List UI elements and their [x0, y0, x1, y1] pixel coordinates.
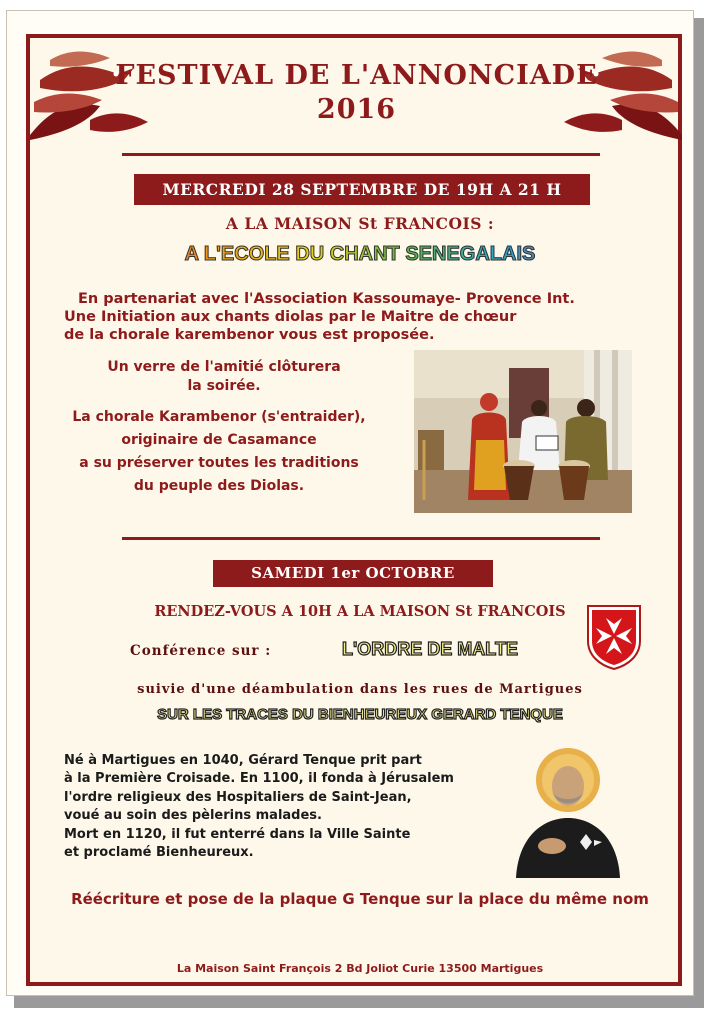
gerard-tenque-portrait: [512, 742, 624, 878]
event2-date-banner: SAMEDI 1er OCTOBRE: [213, 560, 493, 587]
bio-line: Né à Martigues en 1040, Gérard Tenque prit part: [64, 753, 422, 768]
bio-line: voué au soin des pèlerins malades.: [64, 808, 322, 824]
choir-line: du peuple des Diolas.: [133, 478, 305, 494]
event1-intro: [64, 290, 654, 344]
bio-line: Mort en 1120, il fut enterré dans la Ville Sainte: [64, 826, 411, 842]
choir-text: [44, 406, 394, 498]
choir-photo: [414, 350, 632, 513]
footer-address: La Maison Saint François 2 Bd Joliot Curie 13500 Martigues: [176, 962, 544, 975]
event1-headline: A L'ECOLE DU CHANT SENEGALAIS: [110, 243, 610, 266]
intro-line: Une Initiation aux chants diolas par le Maitre de chœur: [64, 309, 517, 325]
walk-topic: SUR LES TRACES DU BIENHEUREUX GERARD TENQUE: [157, 706, 563, 723]
plaque-text: Réécriture et pose de la plaque G Tenque sur la place du même nom: [71, 890, 649, 908]
bio-line: à la Première Croisade. En 1100, il fonda à Jérusalem: [64, 771, 454, 787]
bio-line: l'ordre religieux des Hospitaliers de Saint-Jean,: [64, 789, 412, 805]
intro-line: En partenariat avec l'Association Kassoumaye- Provence Int.: [78, 291, 575, 307]
maltese-cross-icon: [585, 603, 643, 671]
choir-line: originaire de Casamance: [121, 432, 317, 448]
choir-line: a su préserver toutes les traditions: [79, 455, 359, 471]
divider-top: [122, 153, 600, 156]
festival-year: 2016: [316, 94, 397, 125]
bio-line: et proclamé Bienheureux.: [64, 845, 254, 861]
walk-text: suivie d'une déambulation dans les rues de Martigues: [137, 682, 583, 697]
aperitif-line: la soirée.: [187, 378, 261, 394]
festival-title: FESTIVAL DE L'ANNONCIADE: [115, 60, 598, 91]
event1-venue: A LA MAISON St FRANCOIS :: [225, 214, 495, 233]
choir-line: La chorale Karambenor (s'entraider),: [72, 409, 366, 425]
divider-middle: [122, 537, 600, 540]
tenque-biography: [64, 752, 504, 862]
intro-line: de la chorale karembenor vous est proposée.: [64, 327, 435, 343]
conference-topic: L'ORDRE DE MALTE: [342, 639, 518, 659]
aperitif-text: [64, 358, 384, 396]
meeting-text: RENDEZ-VOUS A 10H A LA MAISON St FRANCOIS: [154, 603, 566, 620]
conference-label: Conférence sur :: [130, 643, 272, 659]
event1-date-banner: MERCREDI 28 SEPTEMBRE DE 19H A 21 H: [134, 174, 590, 205]
aperitif-line: Un verre de l'amitié clôturera: [107, 359, 341, 375]
